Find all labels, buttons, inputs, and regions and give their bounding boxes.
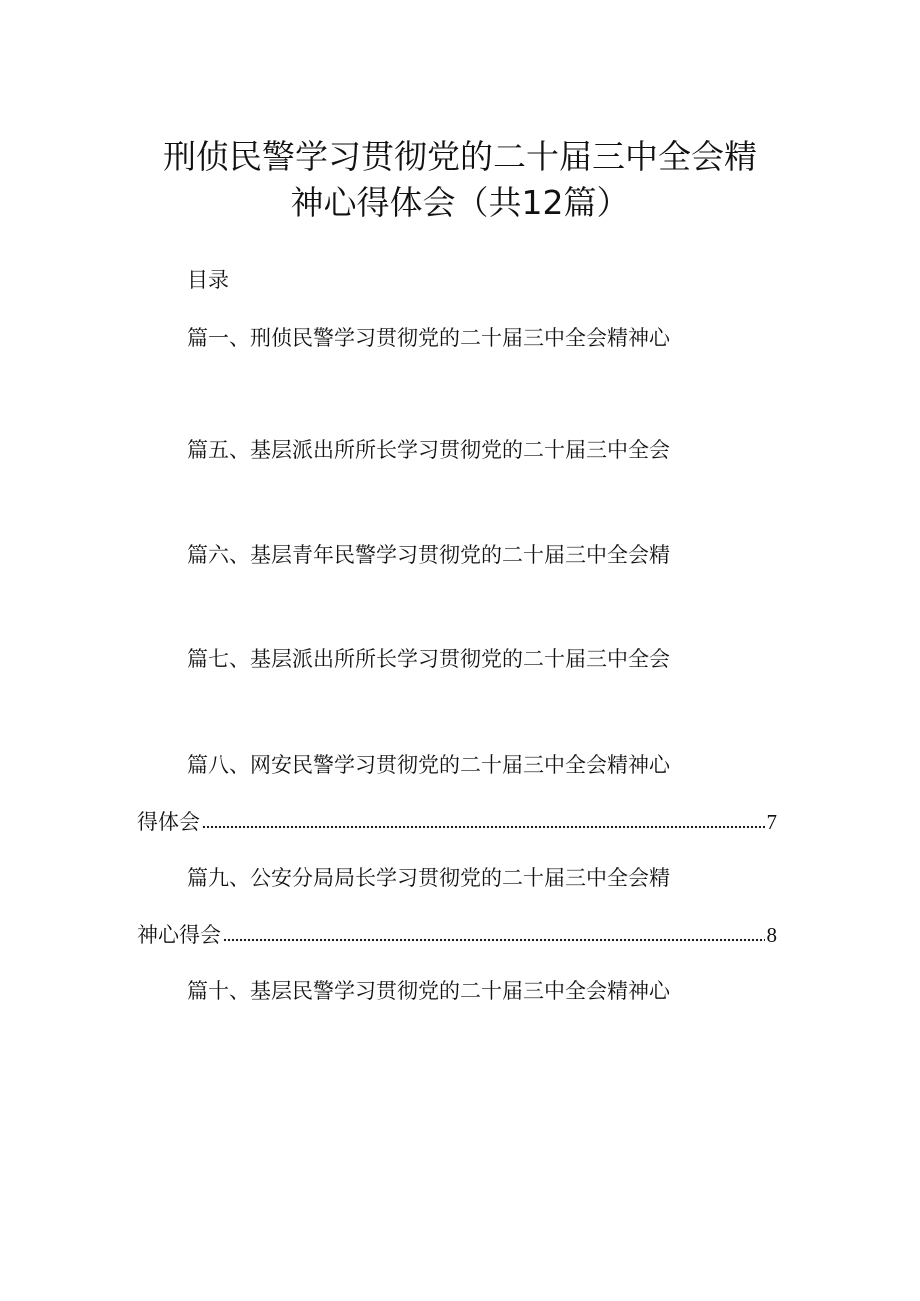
toc-heading: 目录 [187,268,229,292]
toc-entry-8: 篇八、网安民警学习贯彻党的二十届三中全会精神心 [187,753,670,777]
document-title-line-2: 神心得体会（共12篇） [290,183,630,222]
toc-entry-9-continuation [137,921,777,949]
toc-entry-1: 篇一、刑侦民警学习贯彻党的二十届三中全会精神心 [187,326,670,350]
toc-entry-10: 篇十、基层民警学习贯彻党的二十届三中全会精神心 [187,979,670,1003]
toc-entry-8-continuation [137,808,777,836]
toc-entry-7: 篇七、基层派出所所长学习贯彻党的二十届三中全会 [187,647,670,671]
toc-entry-5: 篇五、基层派出所所长学习贯彻党的二十届三中全会 [187,438,670,462]
dot-leader [202,824,765,830]
toc-entry-9-continuation-text: 神心得会 [137,923,221,947]
toc-entry-6: 篇六、基层青年民警学习贯彻党的二十届三中全会精 [187,543,670,567]
toc-entry-9: 篇九、公安分局局长学习贯彻党的二十届三中全会精 [187,866,670,890]
dot-leader [223,937,765,943]
toc-entry-8-page-number: 7 [766,810,777,834]
toc-entry-8-continuation-text: 得体会 [137,810,200,834]
toc-entry-9-page-number: 8 [766,923,777,947]
document-title-line-1: 刑侦民警学习贯彻党的二十届三中全会精 [163,137,757,176]
